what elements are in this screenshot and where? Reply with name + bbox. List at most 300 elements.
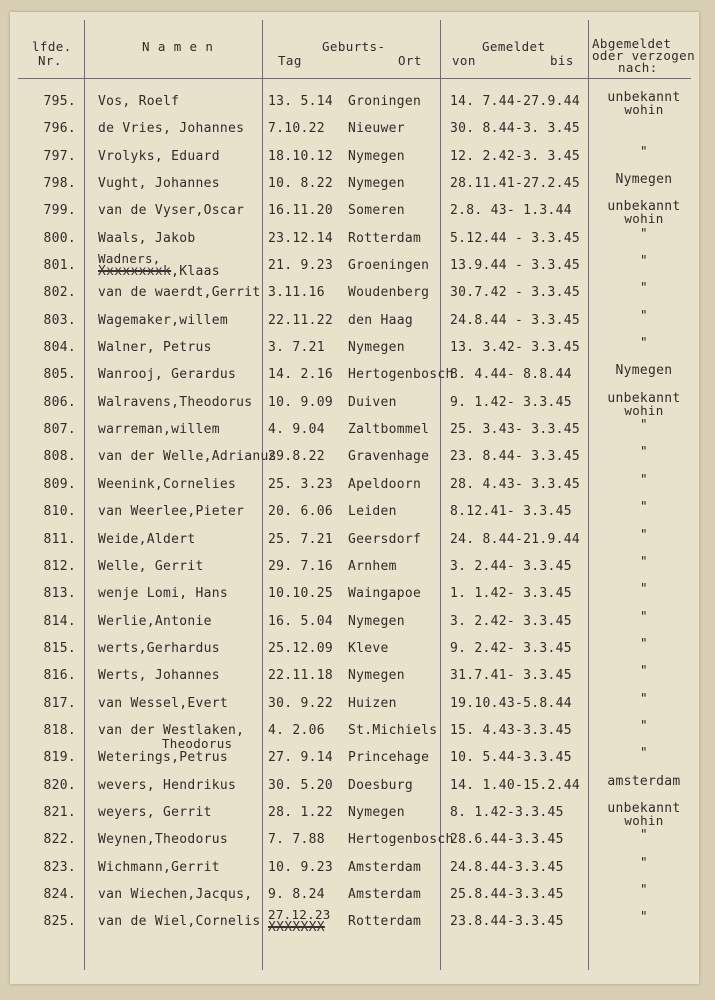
entry-number: 798. — [43, 176, 76, 192]
deregistered-to — [596, 390, 692, 418]
person-name-text: van de Wiel,Cornelis — [98, 914, 261, 930]
person-name — [98, 914, 261, 929]
birth-date — [268, 176, 333, 191]
entry-number: 806. — [43, 394, 76, 410]
register-row — [10, 908, 699, 935]
birth-date — [268, 641, 333, 656]
registered-period: 3. 2.44- 3.3.45 — [450, 558, 572, 574]
registered-period: 14. 1.40-15.2.44 — [450, 777, 581, 793]
birth-date — [268, 723, 325, 738]
person-name — [98, 121, 244, 136]
entry-number: 796. — [43, 121, 76, 137]
person-name-text: werts,Gerhardus — [98, 640, 220, 656]
deregistered-text: " — [639, 472, 649, 488]
person-name-text: van de Vyser,Oscar — [98, 203, 245, 219]
registered-period: 3. 2.42- 3.3.45 — [450, 613, 572, 629]
deregistered-text-2: wohin — [624, 812, 664, 828]
birth-place: Nymegen — [348, 668, 405, 684]
person-name — [98, 887, 252, 902]
birth-place: St.Michiels — [348, 722, 438, 738]
person-name — [98, 251, 220, 280]
deregistered-to — [596, 773, 692, 789]
deregistered-text-2: wohin — [624, 402, 664, 418]
birth-place: Arnhem — [348, 558, 397, 574]
header-oder-verzogen: oder verzogen — [592, 48, 696, 63]
register-row — [10, 553, 699, 580]
deregistered-text: " — [639, 336, 649, 352]
header-ort: Ort — [398, 53, 422, 68]
register-row — [10, 115, 699, 142]
person-name-text: ,Klaas — [171, 264, 220, 280]
entry-number: 822. — [43, 832, 76, 848]
deregistered-text: " — [639, 281, 649, 297]
deregistered-text: Nymegen — [615, 172, 673, 188]
person-name-continued: Theodorus — [161, 735, 233, 751]
birth-place: Hertogenbosch — [348, 367, 454, 383]
birth-date — [268, 149, 333, 164]
birth-place: Zaltbommel — [348, 422, 430, 438]
deregistered-text: " — [639, 308, 649, 324]
deregistered-text: " — [639, 910, 649, 926]
birth-date-text: 30. 9.22 — [268, 695, 334, 711]
header-rule — [18, 78, 691, 79]
struck-out-text: Xxxxxxxxk — [98, 264, 172, 280]
deregistered-to — [596, 527, 692, 543]
birth-place: Nymegen — [348, 176, 405, 192]
registered-period: 5.12.44 - 3.3.45 — [450, 230, 581, 246]
entry-number: 818. — [43, 722, 76, 738]
deregistered-text: " — [639, 582, 649, 598]
person-name-text: warreman,willem — [98, 422, 220, 438]
birth-place: Gravenhage — [348, 449, 430, 465]
header-lfde: lfde. — [32, 39, 72, 54]
registered-period: 10. 5.44-3.3.45 — [450, 750, 572, 766]
deregistered-to — [596, 554, 692, 570]
register-row — [10, 252, 699, 279]
registered-period: 8. 1.42-3.3.45 — [450, 804, 564, 820]
deregistered-text: " — [639, 718, 649, 734]
deregistered-to — [596, 691, 692, 707]
header-abgemeldet: Abgemeldet — [592, 36, 672, 51]
person-name — [98, 285, 261, 300]
deregistered-to — [596, 199, 692, 227]
entry-number: 819. — [43, 750, 76, 766]
deregistered-text: " — [639, 746, 649, 762]
registered-period: 25. 3.43- 3.3.45 — [450, 422, 581, 438]
person-name — [98, 641, 220, 656]
deregistered-text: " — [639, 226, 649, 242]
register-row — [10, 416, 699, 443]
header-namen: N a m e n — [142, 39, 214, 54]
deregistered-to — [596, 174, 692, 186]
person-name-text: Weenink,Cornelies — [98, 476, 237, 492]
person-name-text: van der Westlaken, — [98, 722, 245, 738]
birth-place: Nymegen — [348, 148, 405, 164]
registered-period: 1. 1.42- 3.3.45 — [450, 586, 572, 602]
person-name-overwrite: Wadners, — [98, 251, 161, 267]
birth-place: Amsterdam — [348, 859, 422, 875]
birth-date-text: 10. 8.22 — [268, 176, 334, 192]
deregistered-text: " — [639, 691, 649, 707]
birth-date — [268, 121, 325, 136]
deregistered-to — [596, 420, 692, 432]
deregistered-to — [596, 144, 692, 160]
person-name-text: Walner, Petrus — [98, 340, 212, 356]
registered-period: 24.8.44-3.3.45 — [450, 859, 564, 875]
birth-date — [268, 805, 333, 820]
register-row — [10, 143, 699, 170]
header-nach: nach: — [618, 60, 658, 75]
deregistered-text: " — [639, 828, 649, 844]
deregistered-text: " — [639, 882, 649, 898]
registered-period: 9. 1.42- 3.3.45 — [450, 394, 572, 410]
deregistered-to — [596, 447, 692, 459]
person-name-text: van Wiechen,Jacqus, — [98, 886, 253, 902]
person-name-text: wenje Lomi, Hans — [98, 586, 229, 602]
register-row — [10, 744, 699, 771]
birth-date-text: 3. 7.21 — [268, 340, 325, 356]
person-name-text: Wichmann,Gerrit — [98, 859, 220, 875]
person-name — [98, 395, 252, 410]
birth-date-text: 25.12.09 — [268, 640, 334, 656]
entry-number: 807. — [43, 422, 76, 438]
entry-number: 825. — [43, 914, 76, 930]
header-von: von — [452, 53, 476, 68]
birth-date-text: 18.10.12 — [268, 148, 334, 164]
person-name — [98, 614, 212, 629]
birth-place: Groningen — [348, 94, 422, 109]
register-row — [10, 361, 699, 388]
register-row — [10, 854, 699, 881]
person-name-text: Weynen,Theodorus — [98, 832, 229, 848]
birth-date — [268, 559, 333, 574]
registered-period: 19.10.43-5.8.44 — [450, 695, 572, 711]
person-name — [98, 231, 196, 246]
birth-place: Kleve — [348, 640, 389, 656]
birth-place: Woudenberg — [348, 285, 430, 301]
birth-date-text: 25. 3.23 — [268, 476, 334, 492]
header-gemeldet: Gemeldet — [482, 39, 546, 54]
deregistered-to — [596, 636, 692, 652]
birth-date — [268, 477, 333, 492]
deregistered-text: amsterdam — [607, 773, 681, 789]
birth-date — [268, 258, 333, 273]
deregistered-to — [596, 609, 692, 625]
register-row — [10, 498, 699, 525]
entry-number: 824. — [43, 886, 76, 902]
birth-date — [268, 614, 333, 629]
deregistered-text: unbekannt — [607, 90, 681, 105]
birth-date — [268, 696, 333, 711]
person-name — [98, 586, 228, 601]
birth-date — [268, 832, 325, 847]
person-name — [98, 449, 277, 464]
entry-number: 814. — [43, 613, 76, 629]
struck-out-text: XXXXXXX — [268, 920, 325, 936]
register-row — [10, 389, 699, 416]
birth-date-text: 10. 9.23 — [268, 859, 334, 875]
birth-date-text: 16. 5.04 — [268, 613, 334, 629]
person-name-text: van Weerlee,Pieter — [98, 504, 245, 520]
deregistered-to — [596, 855, 692, 871]
person-name-text: Weide,Aldert — [98, 531, 196, 547]
person-name-text: Waals, Jakob — [98, 230, 196, 246]
birth-date-text: 30. 5.20 — [268, 777, 334, 793]
birth-date-text: 9. 8.24 — [268, 886, 325, 902]
birth-place: Doesburg — [348, 777, 414, 793]
deregistered-to — [596, 912, 692, 924]
deregistered-text: Nymegen — [615, 363, 673, 379]
entry-number: 823. — [43, 859, 76, 875]
entry-number: 816. — [43, 668, 76, 684]
deregistered-to — [596, 226, 692, 242]
birth-place: Someren — [348, 203, 405, 219]
register-row — [10, 471, 699, 498]
entry-number: 821. — [43, 804, 76, 820]
birth-place: Nymegen — [348, 613, 405, 629]
birth-date-text: 22.11.18 — [268, 668, 334, 684]
person-name-text: Wanrooj, Gerardus — [98, 367, 237, 383]
person-name — [98, 778, 236, 793]
registered-period: 14. 7.44-27.9.44 — [450, 94, 581, 109]
entry-number: 808. — [43, 449, 76, 465]
registered-period: 31.7.41- 3.3.45 — [450, 668, 572, 684]
birth-place: Princehage — [348, 750, 430, 766]
birth-place: Rotterdam — [348, 230, 422, 246]
entry-number: 803. — [43, 312, 76, 328]
entry-number: 812. — [43, 558, 76, 574]
registered-period: 30. 8.44-3. 3.45 — [450, 121, 581, 137]
person-name — [98, 367, 236, 382]
birth-date-text: 7.10.22 — [268, 121, 325, 137]
birth-date — [268, 203, 333, 218]
birth-place: Geersdorf — [348, 531, 422, 547]
entry-number: 810. — [43, 504, 76, 520]
birth-date-text: 27. 9.14 — [268, 750, 334, 766]
entry-number: 813. — [43, 586, 76, 602]
person-name — [98, 504, 244, 519]
person-name — [98, 559, 204, 574]
person-name — [98, 532, 196, 547]
register-row — [10, 580, 699, 607]
birth-date-text: 25. 7.21 — [268, 531, 334, 547]
person-name — [98, 860, 220, 875]
person-name-text: wevers, Hendrikus — [98, 777, 237, 793]
register-row — [10, 826, 699, 853]
person-name — [98, 805, 212, 820]
entry-number: 805. — [43, 367, 76, 383]
birth-date-text: 20. 6.06 — [268, 504, 334, 520]
entry-number: 802. — [43, 285, 76, 301]
registered-period: 13.9.44 - 3.3.45 — [450, 258, 581, 274]
deregistered-to — [596, 666, 692, 678]
register-row — [10, 526, 699, 553]
registered-period: 8. 4.44- 8.8.44 — [450, 367, 572, 383]
birth-date — [268, 367, 333, 382]
registered-period: 23. 8.44- 3.3.45 — [450, 449, 581, 465]
registered-period: 24.8.44 - 3.3.45 — [450, 312, 581, 328]
deregistered-to — [596, 92, 692, 115]
register-row — [10, 608, 699, 635]
person-name-text: van de waerdt,Gerrit — [98, 285, 261, 301]
birth-place: Leiden — [348, 504, 397, 520]
birth-place: Nieuwer — [348, 121, 405, 137]
header-nr: Nr. — [38, 53, 62, 68]
deregistered-to — [596, 748, 692, 760]
person-name-text: Werts, Johannes — [98, 668, 220, 684]
deregistered-to — [596, 830, 692, 842]
deregistered-to — [596, 502, 692, 514]
register-row — [10, 690, 699, 717]
birth-place: den Haag — [348, 312, 414, 328]
entry-number: 795. — [43, 94, 76, 109]
register-row — [10, 635, 699, 662]
birth-date-text: 13. 5.14 — [268, 94, 334, 109]
person-name — [98, 340, 212, 355]
registered-period: 30.7.42 - 3.3.45 — [450, 285, 581, 301]
deregistered-text: " — [639, 855, 649, 871]
birth-place: Apeldoorn — [348, 476, 422, 492]
person-name — [98, 696, 228, 711]
registered-period: 15. 4.43-3.3.45 — [450, 722, 572, 738]
person-name-text: Walravens,Theodorus — [98, 394, 253, 410]
deregistered-text: " — [639, 418, 649, 434]
entry-number: 797. — [43, 148, 76, 164]
deregistered-to — [596, 283, 692, 295]
deregistered-text: unbekannt — [607, 199, 681, 215]
birth-place: Huizen — [348, 695, 397, 711]
deregistered-text: " — [639, 609, 649, 625]
person-name-text: Vos, Roelf — [98, 94, 180, 109]
birth-date-text: 28. 1.22 — [268, 804, 334, 820]
entry-number: 800. — [43, 230, 76, 246]
registered-period: 9. 2.42- 3.3.45 — [450, 640, 572, 656]
birth-date — [268, 449, 325, 464]
birth-date — [268, 907, 331, 936]
birth-date — [268, 313, 333, 328]
birth-date-text: 14. 2.16 — [268, 367, 334, 383]
header-bis: bis — [550, 53, 574, 68]
deregistered-text: unbekannt — [607, 390, 681, 406]
birth-date-text: 21. 9.23 — [268, 258, 334, 274]
birth-date-overwrite: 27.12.23 — [268, 907, 331, 923]
deregistered-to — [596, 584, 692, 596]
deregistered-to — [596, 308, 692, 324]
registered-period: 12. 2.42-3. 3.45 — [450, 148, 581, 164]
entry-number: 811. — [43, 531, 76, 547]
birth-place: Rotterdam — [348, 914, 422, 930]
person-name — [98, 422, 220, 437]
birth-place: Nymegen — [348, 804, 405, 820]
person-name-text: Wagemaker,willem — [98, 312, 229, 328]
person-name-text: Vught, Johannes — [98, 176, 220, 192]
birth-date-text: 10. 9.09 — [268, 394, 334, 410]
deregistered-text: " — [639, 144, 649, 160]
person-name-text: Welle, Gerrit — [98, 558, 204, 574]
register-row — [10, 307, 699, 334]
deregistered-to — [596, 256, 692, 268]
deregistered-text: " — [639, 636, 649, 652]
person-name — [98, 313, 228, 328]
registered-period: 8.12.41- 3.3.45 — [450, 504, 572, 520]
entry-number: 820. — [43, 777, 76, 793]
birth-place: Amsterdam — [348, 886, 422, 902]
person-name-text: Vrolyks, Eduard — [98, 148, 220, 164]
register-row — [10, 225, 699, 252]
person-name-text: van der Welle,Adrianus — [98, 449, 277, 465]
registered-period: 28. 4.43- 3.3.45 — [450, 476, 581, 492]
person-name — [98, 668, 220, 683]
registered-period: 23.8.44-3.3.45 — [450, 914, 564, 930]
entry-number: 817. — [43, 695, 76, 711]
birth-date-text: 10.10.25 — [268, 586, 334, 602]
registered-period: 28.11.41-27.2.45 — [450, 176, 581, 192]
birth-place: Waingapoe — [348, 586, 422, 602]
person-name — [98, 477, 236, 492]
birth-date — [268, 860, 333, 875]
birth-date — [268, 887, 325, 902]
entry-number: 799. — [43, 203, 76, 219]
person-name — [98, 149, 220, 164]
deregistered-text: " — [639, 664, 649, 680]
deregistered-text: " — [639, 445, 649, 461]
register-row — [10, 881, 699, 908]
deregistered-text-2: wohin — [624, 211, 664, 227]
birth-date — [268, 532, 333, 547]
birth-place: Nymegen — [348, 340, 405, 356]
birth-date — [268, 504, 333, 519]
birth-date — [268, 422, 325, 437]
deregistered-to — [596, 800, 692, 828]
deregistered-text: " — [639, 500, 649, 516]
registered-period: 13. 3.42- 3.3.45 — [450, 340, 581, 356]
deregistered-to — [596, 718, 692, 734]
person-name-text: Werlie,Antonie — [98, 613, 212, 629]
birth-date-text: 4. 2.06 — [268, 722, 325, 738]
registered-period: 24. 8.44-21.9.44 — [450, 531, 581, 547]
register-row — [10, 717, 699, 751]
deregistered-to — [596, 365, 692, 377]
person-name — [98, 94, 179, 109]
register-row — [10, 170, 699, 197]
deregistered-to — [596, 338, 692, 350]
entry-number: 809. — [43, 476, 76, 492]
deregistered-to — [596, 882, 692, 898]
person-name-text: weyers, Gerrit — [98, 804, 212, 820]
person-name — [98, 832, 228, 847]
register-row — [10, 772, 699, 799]
birth-date — [268, 668, 333, 683]
person-name-text: van Wessel,Evert — [98, 695, 229, 711]
birth-date-text: 22.11.22 — [268, 312, 334, 328]
birth-date — [268, 340, 325, 355]
person-name-text: de Vries, Johannes — [98, 121, 245, 137]
deregistered-to — [596, 472, 692, 488]
birth-date — [268, 231, 333, 246]
person-name — [98, 176, 220, 191]
register-rows — [10, 88, 699, 936]
register-row — [10, 662, 699, 689]
register-row — [10, 334, 699, 361]
birth-date — [268, 94, 333, 109]
register-row — [10, 799, 699, 826]
birth-date-text: 29. 7.16 — [268, 558, 334, 574]
deregistered-text: " — [639, 254, 649, 270]
deregistered-text: unbekannt — [607, 800, 681, 816]
birth-date-text: 29.8.22 — [268, 449, 325, 465]
deregistered-text: " — [639, 554, 649, 570]
birth-date-text: 23.12.14 — [268, 230, 334, 246]
